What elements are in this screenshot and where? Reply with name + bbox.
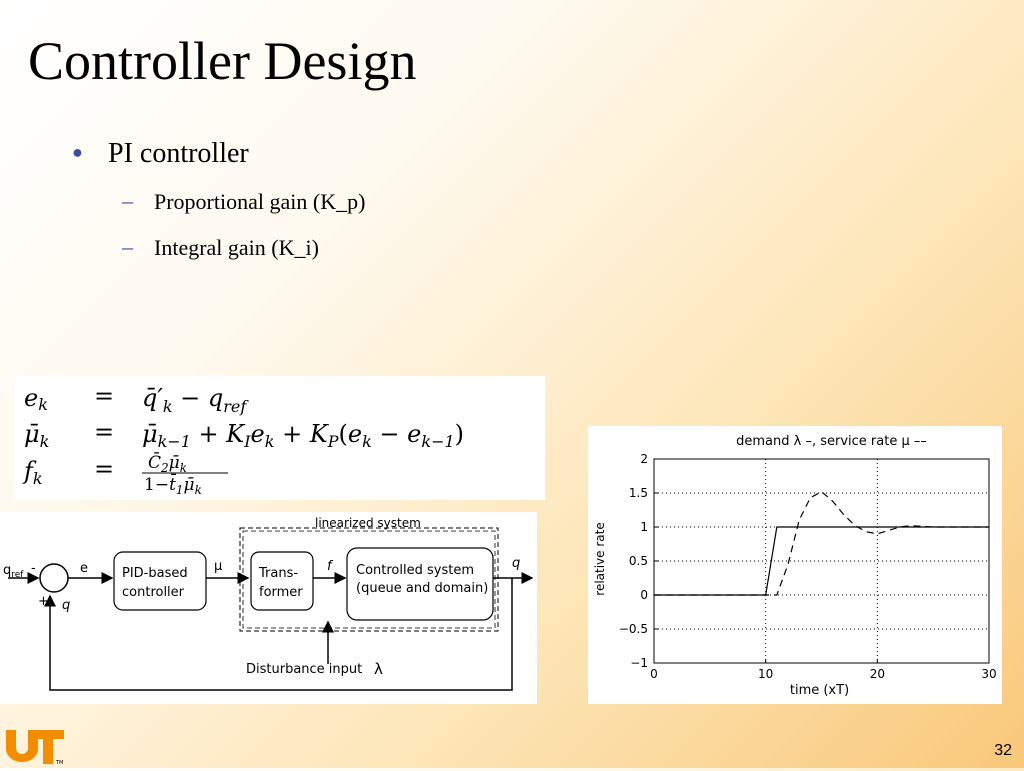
x-tick-label: 10 bbox=[758, 667, 774, 681]
y-tick-label: 0 bbox=[640, 588, 648, 602]
feedback-q-label: q bbox=[62, 598, 71, 613]
chart-title: demand λ –, service rate μ –– bbox=[736, 434, 927, 449]
linearized-system-label: linearized system bbox=[315, 516, 421, 530]
lambda-label: λ bbox=[374, 660, 383, 678]
block-diagram bbox=[0, 512, 537, 704]
equation-1-rhs: $q̄'_k - q_{ref}$ bbox=[142, 384, 247, 416]
transformer-label-line1: Trans- bbox=[259, 566, 299, 581]
y-tick-label: 0.5 bbox=[628, 554, 648, 568]
sub-bullet-text: Proportional gain (K_p) bbox=[154, 189, 366, 214]
x-axis-label: time (xT) bbox=[789, 683, 850, 698]
equals-sign: = bbox=[94, 418, 115, 446]
chart-panel bbox=[588, 426, 1002, 704]
controlled-system-label-line1: Controlled system bbox=[356, 563, 474, 578]
equations-panel bbox=[14, 376, 545, 500]
dash-icon: – bbox=[122, 188, 133, 213]
equations-figure bbox=[14, 376, 545, 500]
pid-label-line2: controller bbox=[122, 585, 185, 600]
block-diagram-panel bbox=[0, 512, 537, 704]
minus-sign: - bbox=[31, 561, 36, 576]
equation-2-rhs: $\mū_{k-1} + K_Ie_k + K_P(e_k - e_{k-1})$ bbox=[142, 420, 465, 451]
output-q-label: q bbox=[512, 556, 521, 571]
equation-1-lhs: ek bbox=[24, 384, 48, 414]
bullet-text: PI controller bbox=[108, 138, 249, 169]
equation-3-denominator: $1-t̄_1\mū_k$ bbox=[144, 475, 202, 497]
equals-sign: = bbox=[94, 382, 115, 410]
ut-logo-icon bbox=[4, 728, 68, 766]
pid-controller-block bbox=[114, 552, 206, 610]
y-tick-label: −1 bbox=[630, 656, 648, 670]
bullet-dot-icon: ● bbox=[72, 142, 83, 162]
equation-3-numerator: $C̄_2\mū_k$ bbox=[148, 453, 187, 475]
ut-logo bbox=[4, 728, 68, 771]
disturbance-label: Disturbance input bbox=[246, 662, 363, 677]
page-number: 32 bbox=[994, 742, 1012, 759]
transformer-label-line2: former bbox=[259, 585, 303, 600]
y-tick-label: −0.5 bbox=[618, 622, 648, 636]
error-label: e bbox=[80, 561, 88, 576]
service-rate-series-line bbox=[654, 492, 989, 595]
x-tick-label: 0 bbox=[650, 667, 658, 681]
f-label: f bbox=[327, 559, 332, 574]
equation-3-lhs: $f_k$ bbox=[24, 457, 43, 488]
slide-title: Controller Design bbox=[28, 31, 417, 91]
sub-bullet-text: Integral gain (K_i) bbox=[154, 235, 319, 260]
y-axis-label: relative rate bbox=[593, 522, 607, 596]
pid-label-line1: PID-based bbox=[122, 566, 188, 581]
controlled-system-label-line2: (queue and domain) bbox=[356, 581, 489, 596]
y-tick-label: 1 bbox=[640, 520, 648, 534]
transformer-block bbox=[251, 552, 313, 610]
dash-icon: – bbox=[122, 234, 133, 259]
trademark-text: TM bbox=[56, 760, 64, 766]
x-tick-label: 30 bbox=[981, 667, 997, 681]
mu-label: μ bbox=[214, 559, 223, 574]
summing-junction bbox=[40, 564, 68, 592]
y-tick-label: 2 bbox=[640, 452, 648, 466]
response-chart bbox=[588, 426, 1002, 704]
equals-sign: = bbox=[94, 455, 115, 483]
y-tick-label: 1.5 bbox=[628, 486, 648, 500]
x-tick-label: 20 bbox=[869, 667, 885, 681]
equation-2-lhs: $\mū_k$ bbox=[24, 420, 50, 451]
qref-label: $q_{ref}$ bbox=[3, 563, 24, 580]
plus-sign: + bbox=[38, 594, 49, 609]
